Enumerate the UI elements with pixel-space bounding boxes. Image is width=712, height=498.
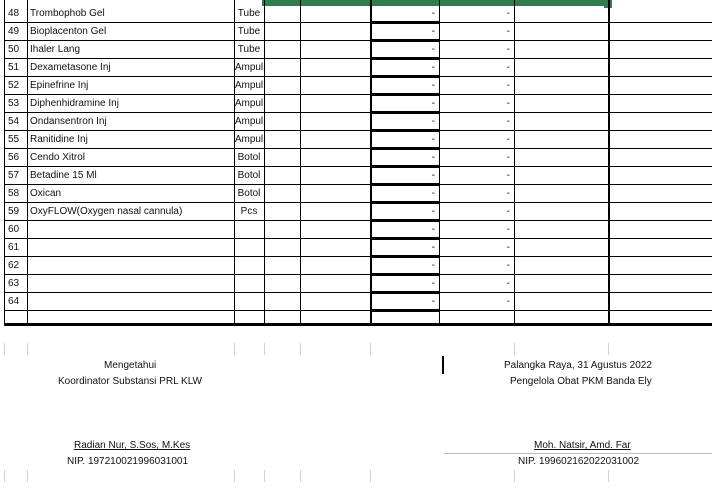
left-heading: Mengetahui (104, 360, 157, 371)
value-cell[interactable]: - (431, 134, 435, 145)
gridline (264, 470, 265, 482)
value-cell[interactable]: - (431, 26, 435, 37)
right-place-date: Palangka Raya, 31 Agustus 2022 (504, 360, 652, 371)
item-name-cell[interactable] (27, 257, 234, 275)
value-cell[interactable]: - (506, 260, 510, 271)
value-cell[interactable]: - (431, 242, 435, 253)
left-role: Koordinator Substansi PRL KLW (58, 376, 202, 387)
row-number[interactable]: 64 (8, 296, 20, 307)
value-cell[interactable]: - (506, 152, 510, 163)
gridline (234, 470, 235, 482)
gridline (370, 470, 371, 482)
value-cell[interactable]: - (431, 260, 435, 271)
table-row[interactable] (0, 113, 712, 131)
item-name-cell[interactable]: OxyFLOW(Oxygen nasal cannula) (30, 206, 183, 217)
text-cursor (442, 356, 444, 374)
value-cell[interactable]: - (506, 26, 510, 37)
value-cell[interactable]: - (431, 188, 435, 199)
value-cell[interactable]: - (506, 296, 510, 307)
col-border (27, 0, 28, 326)
item-name-cell[interactable]: Oxican (30, 188, 62, 199)
value-cell[interactable]: - (431, 8, 435, 19)
row-number[interactable]: 60 (8, 224, 20, 235)
gridline (4, 343, 5, 355)
value-cell[interactable]: - (431, 116, 435, 127)
row-number[interactable]: 62 (8, 260, 20, 271)
item-name-cell[interactable]: Betadine 15 Ml (30, 170, 97, 181)
value-cell[interactable]: - (431, 278, 435, 289)
value-cell[interactable]: - (506, 242, 510, 253)
value-cell[interactable]: - (506, 188, 510, 199)
item-name-cell[interactable]: Epinefrine Inj (30, 80, 89, 91)
unit-cell[interactable]: Ampul (234, 134, 264, 145)
item-name-cell[interactable] (27, 293, 234, 311)
value-cell[interactable]: - (506, 8, 510, 19)
left-nip: NIP. 197210021996031001 (67, 456, 189, 467)
item-name-cell[interactable]: Trombophob Gel (30, 8, 105, 19)
row-number[interactable]: 63 (8, 278, 20, 289)
unit-cell[interactable]: Tube (237, 8, 261, 19)
row-number[interactable]: 49 (8, 26, 20, 37)
table-row[interactable] (0, 257, 712, 275)
row-number[interactable]: 48 (8, 8, 20, 19)
value-cell[interactable]: - (431, 170, 435, 181)
item-name-cell[interactable] (27, 275, 234, 293)
unit-cell[interactable] (234, 239, 264, 257)
value-cell[interactable]: - (431, 224, 435, 235)
unit-cell[interactable]: Botol (237, 152, 261, 163)
unit-cell[interactable]: Ampul (234, 98, 264, 109)
item-name-cell[interactable]: Bioplacenton Gel (30, 26, 107, 37)
col-border (234, 0, 235, 326)
gridline (370, 343, 371, 355)
row-number[interactable]: 59 (8, 206, 20, 217)
item-name-cell[interactable]: Ranitidine Inj (30, 134, 88, 145)
gridline (608, 343, 609, 355)
right-nip: NIP. 199602162022031002 (518, 456, 640, 467)
value-cell[interactable]: - (431, 44, 435, 55)
row-number[interactable]: 55 (8, 134, 20, 145)
value-cell[interactable]: - (506, 170, 510, 181)
unit-cell[interactable]: Tube (237, 44, 261, 55)
table-row[interactable] (0, 203, 712, 221)
right-role: Pengelola Obat PKM Banda Ely (510, 376, 652, 387)
gridline (300, 470, 301, 482)
gridline (27, 343, 28, 355)
table-row[interactable] (0, 185, 712, 203)
item-name-cell[interactable]: Diphenhidramine Inj (30, 98, 119, 109)
row-number[interactable]: 50 (8, 44, 20, 55)
value-cell[interactable]: - (506, 224, 510, 235)
col-border (370, 0, 372, 326)
gridline (4, 470, 5, 482)
table-row[interactable] (0, 41, 712, 59)
unit-cell[interactable]: Pcs (240, 206, 258, 217)
table-row[interactable] (0, 239, 712, 257)
value-cell[interactable]: - (431, 296, 435, 307)
item-name-cell[interactable]: Cendo Xitrol (30, 152, 86, 163)
col-border (439, 0, 440, 326)
table-row[interactable] (0, 221, 712, 239)
row-number[interactable]: 53 (8, 98, 20, 109)
unit-cell[interactable] (234, 275, 264, 293)
row-number[interactable]: 52 (8, 80, 20, 91)
value-cell[interactable]: - (506, 80, 510, 91)
row-number[interactable]: 57 (8, 170, 20, 181)
table-row[interactable] (0, 167, 712, 185)
gridline (27, 470, 28, 482)
value-cell[interactable]: - (506, 206, 510, 217)
table-row[interactable] (0, 95, 712, 113)
unit-cell[interactable]: Botol (237, 170, 261, 181)
gridline (608, 470, 609, 482)
value-cell[interactable]: - (431, 152, 435, 163)
value-cell[interactable]: - (506, 44, 510, 55)
col-border (608, 0, 610, 326)
value-cell[interactable]: - (506, 278, 510, 289)
table-row[interactable] (0, 5, 712, 23)
gridline (264, 343, 265, 355)
cell-thick-border (370, 309, 440, 312)
table-row[interactable] (0, 149, 712, 167)
table-row[interactable] (0, 293, 712, 311)
value-cell[interactable]: - (506, 98, 510, 109)
table-row[interactable] (0, 131, 712, 149)
unit-cell[interactable]: Botol (237, 188, 261, 199)
item-name-cell[interactable]: Ihaler Lang (30, 44, 81, 55)
gridline (514, 470, 515, 482)
row-number[interactable]: 58 (8, 188, 20, 199)
gridline (444, 453, 712, 454)
unit-cell[interactable]: Ampul (234, 116, 264, 127)
unit-cell[interactable]: Ampul (234, 80, 264, 91)
value-cell[interactable]: - (431, 80, 435, 91)
value-cell[interactable]: - (431, 98, 435, 109)
value-cell[interactable]: - (506, 134, 510, 145)
item-name-cell[interactable]: Ondansentron Inj (30, 116, 107, 127)
gridline (300, 343, 301, 355)
left-signatory-name: Radian Nur, S.Sos, M.Kes (74, 440, 191, 451)
col-border (264, 0, 265, 326)
col-border (4, 0, 5, 326)
table-row[interactable] (0, 77, 712, 95)
item-name-cell[interactable] (27, 221, 234, 239)
right-signatory-name: Moh. Natsir, Amd. Far (534, 440, 631, 451)
col-border (300, 0, 301, 326)
unit-cell[interactable] (234, 221, 264, 239)
unit-cell[interactable] (234, 257, 264, 275)
table-row[interactable] (0, 23, 712, 41)
value-cell[interactable]: - (506, 62, 510, 73)
item-name-cell[interactable] (27, 239, 234, 257)
item-name-cell[interactable]: Dexametasone Inj (30, 62, 111, 73)
table-bottom-border (4, 323, 712, 326)
value-cell[interactable]: - (506, 116, 510, 127)
value-cell[interactable]: - (431, 62, 435, 73)
row-number[interactable]: 51 (8, 62, 20, 73)
row-number[interactable]: 61 (8, 242, 20, 253)
table-row[interactable] (0, 275, 712, 293)
unit-cell[interactable] (234, 293, 264, 311)
gridline (234, 343, 235, 355)
value-cell[interactable]: - (431, 206, 435, 217)
col-border (514, 0, 515, 326)
row-border (4, 310, 712, 311)
row-number[interactable]: 56 (8, 152, 20, 163)
unit-cell[interactable]: Ampul (234, 62, 264, 73)
row-number[interactable]: 54 (8, 116, 20, 127)
table-row[interactable] (0, 59, 712, 77)
unit-cell[interactable]: Tube (237, 26, 261, 37)
gridline (514, 343, 515, 355)
